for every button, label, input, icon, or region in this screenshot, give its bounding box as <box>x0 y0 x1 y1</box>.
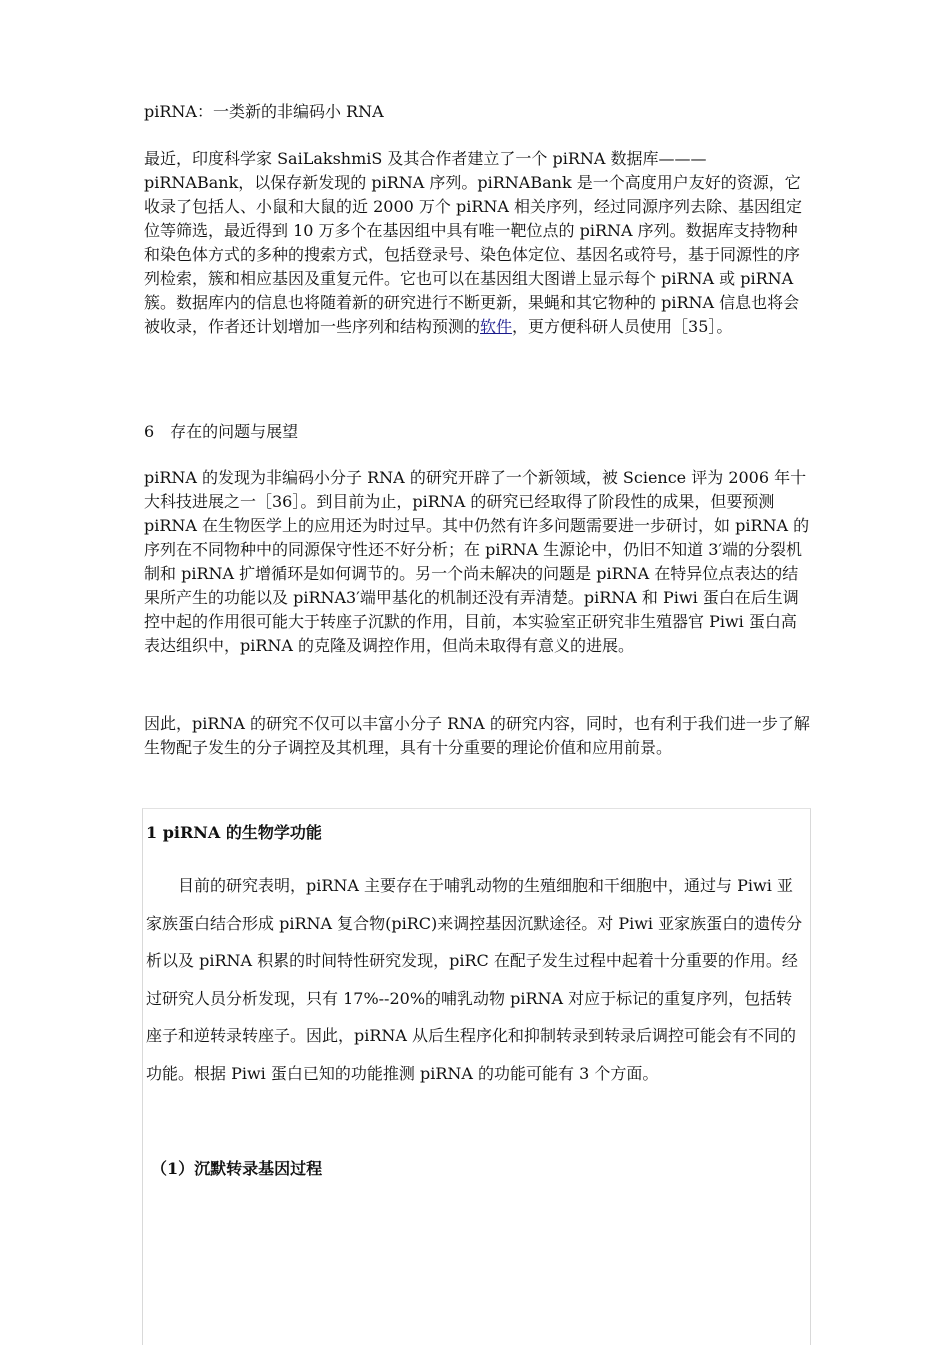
excerpt-paragraph: 目前的研究表明，piRNA 主要存在于哺乳动物的生殖细胞和干细胞中，通过与 Piwi 亚家族蛋白结合形成 piRNA 复合物(piRC)来调控基因沉默途径。对 Piwi 亚家族蛋白的遗传分析以及 piRNA 积累的时间特性研究发现，piRC 在配子发生过程中起着十分重要的作用。经过研究人员分析发现，只有 17%--20%的哺乳动物 piRNA 对应于标记的重复序列，包括转座子和逆转录转座子。因此，piRNA 从后生程序化和抑制转录到转录后调控可能会有不同的功能。根据 Piwi 蛋白已知的功能推测 piRNA 的功能可能有 3 个方面。 <box>146 876 803 1083</box>
paragraph-pirnabank-text: 最近，印度科学家 SaiLakshmiS 及其合作者建立了一个 piRNA 数据库———piRNABank，以保存新发现的 piRNA 序列。piRNABank 是一个高度用户友好的资源，它收录了包括人、小鼠和大鼠的近 2000 万个 piRNA 相关序列，经过同源序列去除、基因组定位等筛选，最近得到 10 万多个在基因组中具有唯一靶位点的 piRNA 序列。数据库支持物种和染色体方式的多种的搜索方式，包括登录号、染色体定位、基因名或符号，基于同源性的序列检索，簇和相应基因及重复元件。它也可以在基因组大图谱上显示每个 piRNA 或 piRNA 簇。数据库内的信息也将随着新的研究进行不断更新，果蝇和其它物种的 piRNA 信息也将会被收录，作者还计划增加一些序列和结构预测的 <box>144 149 803 336</box>
excerpt-heading: 1 piRNA 的生物学功能 <box>146 823 322 842</box>
paragraph-pirnabank-tail: ，更方便科研人员使用［35］。 <box>512 317 733 336</box>
article-title: piRNA：一类新的非编码小 RNA <box>144 102 384 121</box>
excerpt-subheading: （1）沉默转录基因过程 <box>151 1159 323 1178</box>
paragraph-pirnabank <box>144 147 810 339</box>
software-link[interactable]: 软件 <box>480 317 513 336</box>
section-heading: 6 存在的问题与展望 <box>144 422 299 441</box>
embedded-excerpt-box <box>142 808 811 1345</box>
paragraph-problems: piRNA 的发现为非编码小分子 RNA 的研究开辟了一个新领域，被 Science 评为 2006 年十大科技进展之一［36］。到目前为止，piRNA 的研究已经取得了阶段性的成果，但要预测 piRNA 在生物医学上的应用还为时过早。其中仍然有许多问题需要进一步研讨，如 piRNA 的序列在不同物种中的同源保守性还不好分析；在 piRNA 生源论中，仍旧不知道 3′端的分裂机制和 piRNA 扩增循环是如何调节的。另一个尚未解决的问题是 piRNA 在特异位点表达的结果所产生的功能以及 piRNA3′端甲基化的机制还没有弄清楚。piRNA 和 Piwi 蛋白在后生调控中起的作用很可能大于转座子沉默的作用，目前，本实验室正研究非生殖器官 Piwi 蛋白高表达组织中，piRNA 的克隆及调控作用，但尚未取得有意义的进展。 <box>144 468 810 655</box>
paragraph-conclusion: 因此，piRNA 的研究不仅可以丰富小分子 RNA 的研究内容，同时，也有利于我们进一步了解生物配子发生的分子调控及其机理，具有十分重要的理论价值和应用前景。 <box>144 714 810 757</box>
